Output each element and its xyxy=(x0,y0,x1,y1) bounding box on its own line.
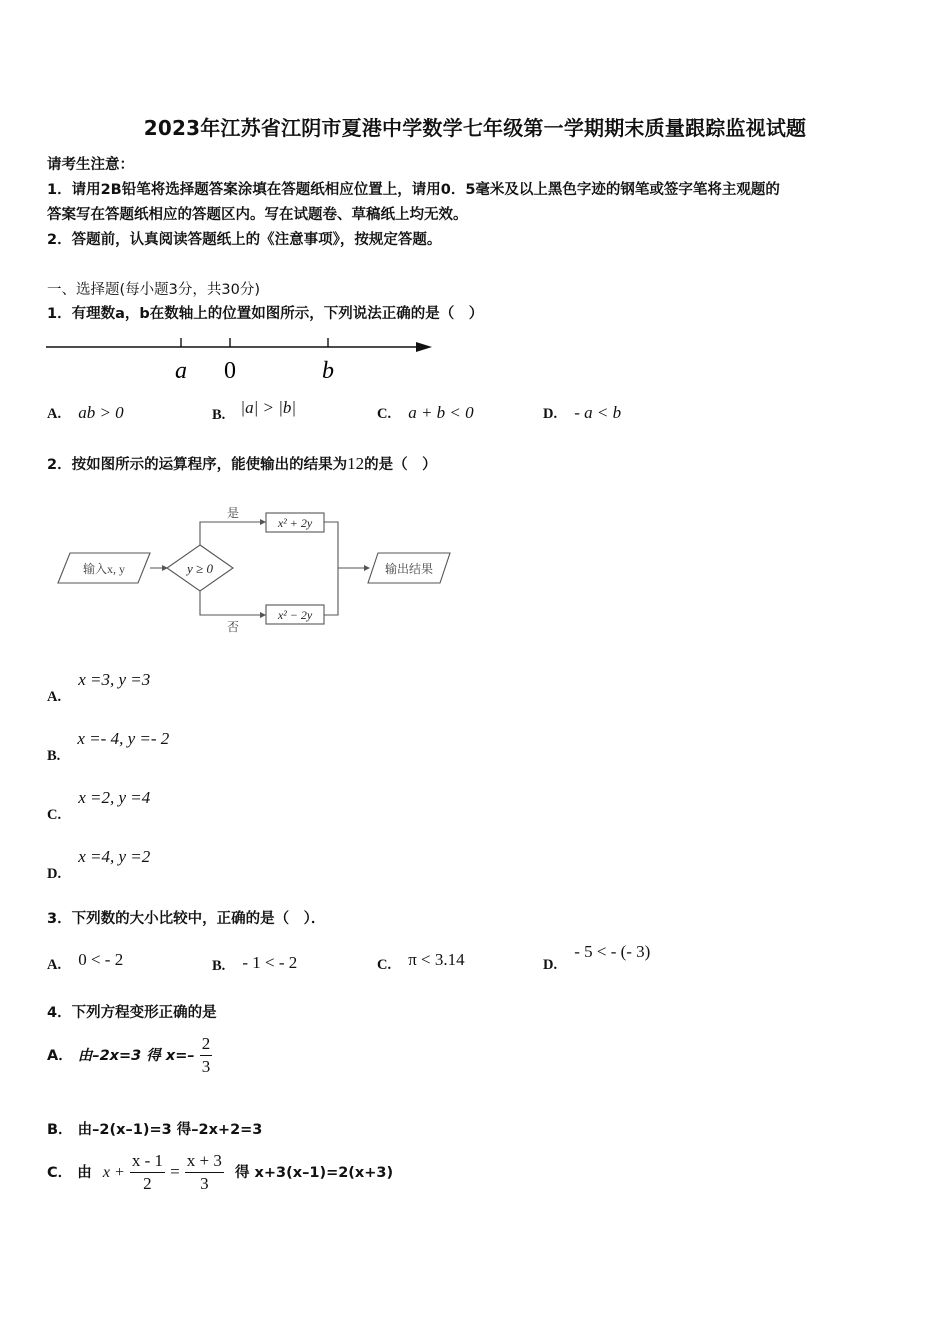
option-letter: C. xyxy=(377,957,392,973)
option-letter: A． xyxy=(47,1048,73,1064)
q2-option-d[interactable] xyxy=(47,847,151,882)
option-letter: B. xyxy=(212,407,226,423)
q1-option-d[interactable] xyxy=(543,403,621,423)
option-letter: B. xyxy=(212,958,226,974)
option-letter: A. xyxy=(47,406,62,422)
option-letter: A. xyxy=(47,957,62,973)
q3-option-d[interactable] xyxy=(543,942,651,973)
q3-option-a[interactable] xyxy=(47,950,124,973)
q4-option-a[interactable] xyxy=(47,1033,212,1078)
option-letter: C. xyxy=(377,406,392,422)
q4-a-fraction xyxy=(200,1033,213,1078)
q4-stem: 4．下列方程变形正确的是 xyxy=(47,1005,217,1021)
label-b: b xyxy=(322,358,334,384)
option-text: a + b < 0 xyxy=(408,403,474,422)
notice-line-2: 答案写在答题纸相应的答题区内。写在试题卷、草稿纸上均无效。 xyxy=(47,207,468,223)
q2-stem xyxy=(47,453,907,474)
q4-b-text: 由–2(x–1)=3 得–2x+2=3 xyxy=(77,1122,263,1138)
q1-option-c[interactable] xyxy=(377,403,474,423)
number-line-figure xyxy=(40,330,440,385)
yes-branch xyxy=(200,522,266,545)
flow-cond-text: y ≥ 0 xyxy=(187,561,213,576)
option-text: 0 < - 2 xyxy=(78,950,124,969)
q3-stem: 3．下列数的大小比较中，正确的是（ ）． xyxy=(47,911,326,927)
flow-expr-no: x² − 2y xyxy=(277,608,313,622)
flow-output-text: 输出结果 xyxy=(384,562,434,576)
q2-stem-pre: 2．按如图所示的运算程序，能使输出的结果为 xyxy=(47,457,348,473)
option-letter: C. xyxy=(47,807,62,823)
q4-c-fraction-2 xyxy=(185,1150,224,1195)
option-text: - 5 < - (- 3) xyxy=(574,942,651,961)
option-letter: B． xyxy=(47,1122,73,1138)
fraction-denominator: 2 xyxy=(143,1174,152,1193)
label-a: a xyxy=(175,358,187,384)
page-title: 2023年江苏省江阴市夏港中学数学七年级第一学期期末质量跟踪监视试题 xyxy=(143,116,807,140)
q4-c-fraction-1 xyxy=(130,1150,165,1195)
q4-option-c[interactable] xyxy=(47,1150,393,1195)
notice-heading: 请考生注意： xyxy=(47,157,134,173)
fraction-denominator: 3 xyxy=(201,1057,211,1076)
flow-input-text: 输入x, y xyxy=(82,562,126,576)
fraction-denominator: 3 xyxy=(200,1174,209,1193)
q2-stem-post: 的是（ ） xyxy=(364,457,437,473)
flow-no-label: 否 xyxy=(226,620,240,634)
option-text: |a| > |b| xyxy=(240,398,297,417)
option-text: x =2, y =4 xyxy=(78,788,151,807)
flowchart-figure xyxy=(50,495,470,640)
option-letter: D. xyxy=(543,957,558,973)
section-heading: 一、选择题(每小题3分，共30分) xyxy=(47,282,260,298)
fraction-numerator: x + 3 xyxy=(185,1150,224,1173)
q4-c-x: x + xyxy=(102,1164,125,1181)
option-text: ab > 0 xyxy=(78,403,124,422)
q4-c-post: 得 x+3(x–1)=2(x+3) xyxy=(234,1165,394,1181)
q4-c-pre: 由 xyxy=(77,1165,92,1181)
option-letter: A. xyxy=(47,689,62,705)
q2-option-b[interactable] xyxy=(47,729,170,764)
q4-c-equals: = xyxy=(170,1162,180,1181)
no-branch xyxy=(200,591,266,615)
number-line-arrow xyxy=(416,342,432,352)
option-text: - a < b xyxy=(574,403,622,422)
q2-stem-number: 12 xyxy=(347,454,365,473)
option-text: - 1 < - 2 xyxy=(242,953,298,972)
label-zero: 0 xyxy=(224,358,236,384)
q4-a-text: 由–2x=3 得 x=– xyxy=(77,1048,195,1064)
option-text: x =4, y =2 xyxy=(78,847,151,866)
flow-yes-label: 是 xyxy=(226,506,240,520)
option-letter: D. xyxy=(543,406,558,422)
q3-option-c[interactable] xyxy=(377,950,465,973)
fraction-numerator: x - 1 xyxy=(130,1150,165,1173)
notice-line-1: 1．请用2B铅笔将选择题答案涂填在答题纸相应位置上，请用0．5毫米及以上黑色字迹的钢笔或签字笔将主观题的 xyxy=(47,182,780,198)
merge-lines xyxy=(324,522,338,615)
q3-option-b[interactable] xyxy=(212,953,297,973)
fraction-numerator: 2 xyxy=(200,1033,213,1056)
option-letter: D. xyxy=(47,866,62,882)
q1-option-a[interactable] xyxy=(47,403,124,423)
notice-line-3: 2．答题前，认真阅读答题纸上的《注意事项》，按规定答题。 xyxy=(47,232,442,248)
flow-expr-yes: x² + 2y xyxy=(277,516,313,530)
q2-option-a[interactable] xyxy=(47,670,151,705)
q1-stem: 1．有理数a，b在数轴上的位置如图所示，下列说法正确的是（ ） xyxy=(47,306,484,322)
option-text: x =3, y =3 xyxy=(78,670,151,689)
option-text: π < 3.14 xyxy=(408,950,465,969)
option-letter: C． xyxy=(47,1165,73,1181)
option-letter: B. xyxy=(47,748,61,764)
q4-option-b[interactable] xyxy=(47,1118,262,1139)
q2-option-c[interactable] xyxy=(47,788,151,823)
option-text: x =- 4, y =- 2 xyxy=(77,729,170,748)
q1-option-b[interactable] xyxy=(212,398,297,423)
